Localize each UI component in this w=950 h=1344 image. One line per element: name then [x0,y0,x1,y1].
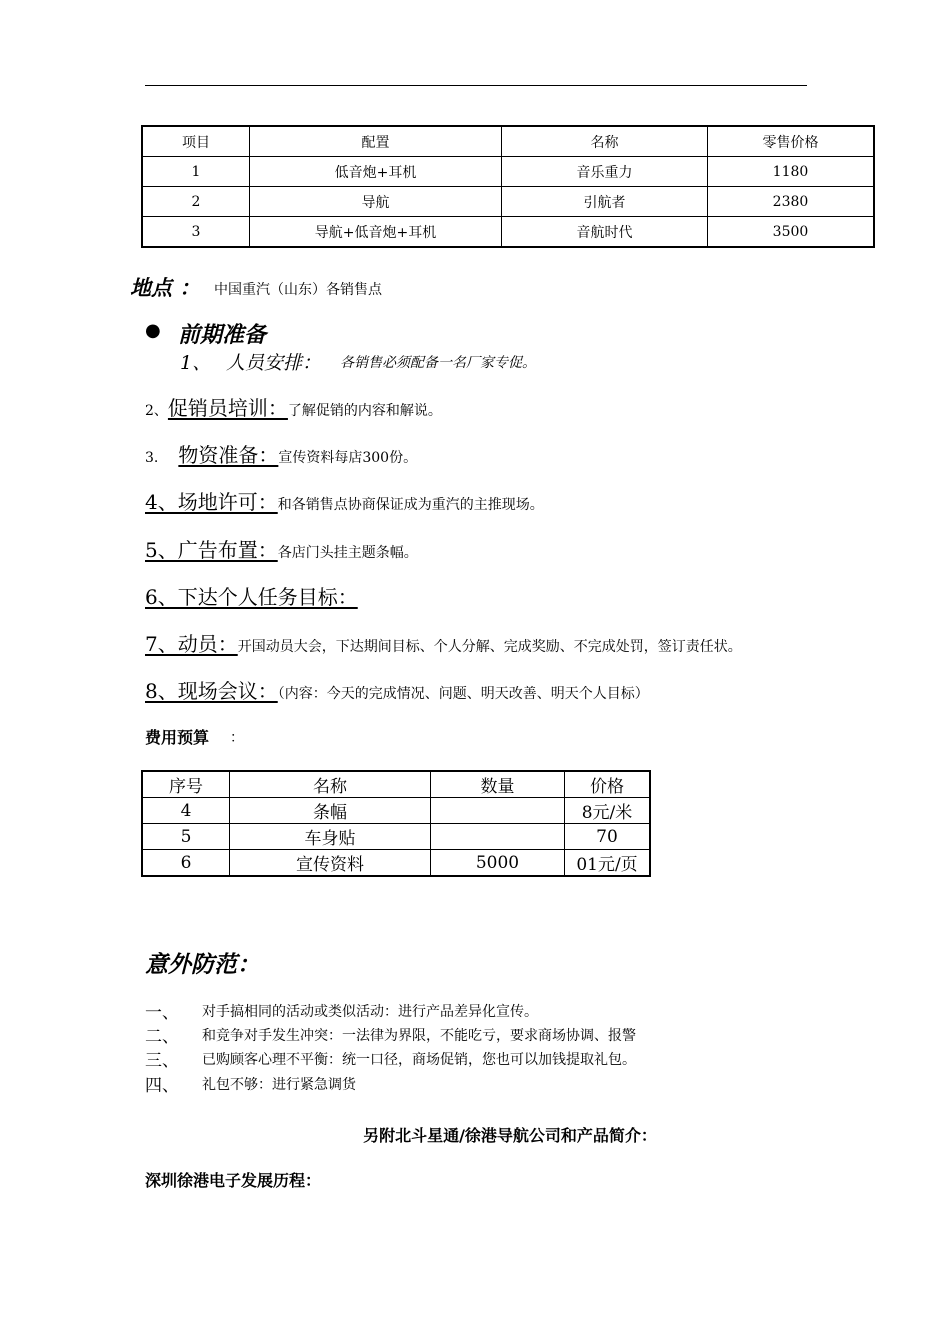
product-table [141,125,875,248]
list-number: 三、 [145,1051,179,1071]
table-cell: 音航时代 [502,217,708,248]
location-text: 中国重汽（山东）各销售点 [214,282,382,298]
list-item: 对手搞相同的活动或类似活动：进行产品差异化宣传。 [202,1004,538,1020]
item-text: 和各销售点协商保证成为重汽的主推现场。 [277,497,544,513]
appendix-heading: 另附北斗星通/徐港导航公司和产品简介： [363,1126,657,1145]
table-cell: 70 [565,824,651,850]
list-item: 礼包不够：进行紧急调货 [202,1077,356,1093]
table-cell: 车身贴 [230,824,431,850]
header-cell: 零售价格 [708,126,875,157]
header-rule [145,85,807,86]
table-cell: 1 [142,157,250,187]
table-cell: 条幅 [230,798,431,824]
item-label: 8、现场会议： [145,679,278,703]
item-label: 5、广告布置： [145,538,278,562]
item-label: 物资准备： [178,443,279,467]
table-row [142,798,650,824]
header-cell: 名称 [502,126,708,157]
header-cell: 名称 [230,771,431,798]
item-text-staff: 各销售必须配备一名厂家专促。 [340,355,536,371]
header-cell: 数量 [431,771,565,798]
table-row [142,850,650,877]
table-cell: 2380 [708,187,875,217]
table-row [142,217,874,248]
header-cell: 项目 [142,126,250,157]
table-cell: 5000 [431,850,565,877]
budget-label: 费用预算 [145,728,210,747]
table-header-row [142,771,650,798]
bullet-icon: ● [145,320,161,341]
table-cell: 3 [142,217,250,248]
item-text: 宣传资料每店300份。 [278,450,418,466]
item-label-staff: 人员安排： [226,352,322,374]
item-number: 1、 [180,352,212,374]
prep-item-mobilize [145,628,742,657]
table-header-row [142,126,874,157]
item-label: 7、动员： [145,632,238,656]
location-label: 地点 ： [130,275,201,300]
prep-item-targets [145,581,358,610]
header-cell: 配置 [250,126,502,157]
table-row [142,824,650,850]
prep-item-meeting [145,675,649,704]
item-number: 3. [145,450,159,466]
list-number: 二、 [145,1027,179,1047]
table-row [142,157,874,187]
history-heading: 深圳徐港电子发展历程： [145,1171,322,1190]
item-label: 6、下达个人任务目标： [145,585,358,609]
list-item: 已购顾客心理不平衡：统一口径，商场促销，您也可以加钱提取礼包。 [202,1052,636,1068]
section-title-accident: 意外防范： [145,951,260,978]
prep-item-venue [145,486,544,515]
list-number: 一、 [145,1003,179,1023]
header-cell: 序号 [142,771,230,798]
table-cell: 01元/页 [565,850,651,877]
list-item: 和竞争对手发生冲突：一法律为界限，不能吃亏，要求商场协调、报警 [202,1028,636,1044]
table-cell: 导航+低音炮+耳机 [250,217,502,248]
table-cell: 宣传资料 [230,850,431,877]
table-cell [431,798,565,824]
item-label: 促销员培训： [167,396,288,420]
table-cell: 1180 [708,157,875,187]
table-cell: 低音炮+耳机 [250,157,502,187]
table-cell: 音乐重力 [502,157,708,187]
item-text: 了解促销的内容和解说。 [287,403,442,419]
prep-item-training [145,392,442,421]
table-cell: 引航者 [502,187,708,217]
table-row [142,187,874,217]
item-text: 开国动员大会，下达期间目标、个人分解、完成奖励、不完成处罚，签订责任状。 [237,639,742,655]
header-cell: 价格 [565,771,651,798]
prep-item-materials [145,439,417,468]
budget-table [141,770,651,877]
item-label: 4、场地许可： [145,490,278,514]
table-cell [431,824,565,850]
table-cell: 导航 [250,187,502,217]
table-cell: 3500 [708,217,875,248]
item-text: （内容：今天的完成情况、问题、明天改善、明天个人目标） [277,686,649,702]
item-number: 2、 [145,403,168,419]
list-number: 四、 [145,1076,179,1096]
table-cell: 5 [142,824,230,850]
section-title-prep: 前期准备 [178,322,267,348]
table-cell: 8元/米 [565,798,651,824]
prep-item-ads [145,534,418,563]
table-cell: 4 [142,798,230,824]
budget-colon: ： [230,730,244,746]
item-text: 各店门头挂主题条幅。 [277,545,418,561]
table-cell: 6 [142,850,230,877]
table-cell: 2 [142,187,250,217]
